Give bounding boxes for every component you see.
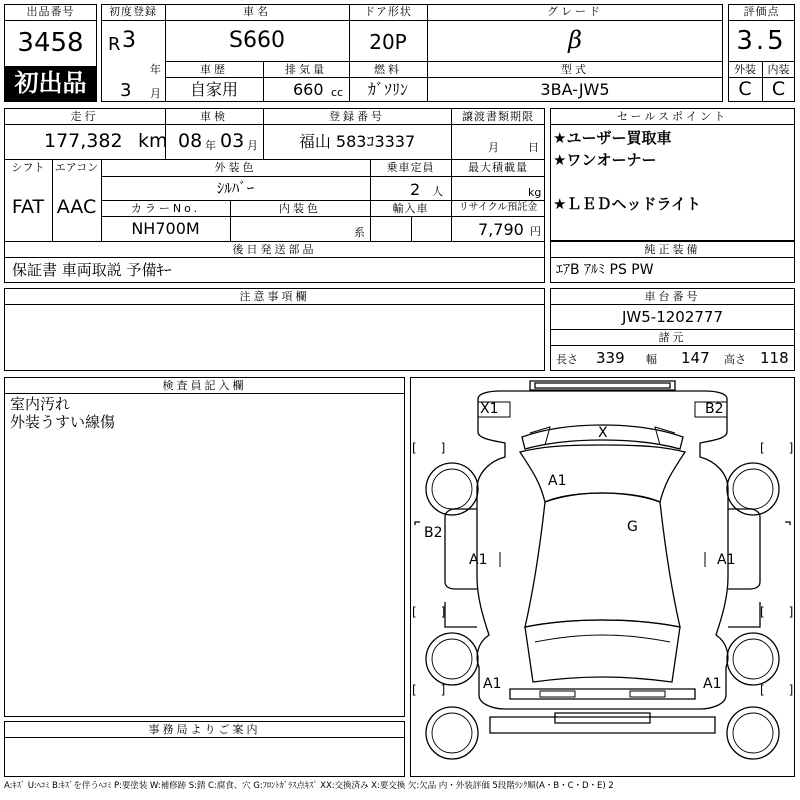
inspection-month: 03 [220, 130, 245, 152]
length-label: 長さ [556, 353, 578, 366]
equipment-list: ｴｱB ｱﾙﾐ PS PW [556, 262, 654, 278]
shift-type: FAT [11, 196, 45, 218]
model-code-label: 型式 [561, 63, 589, 76]
bracket-left-top: [ ] [412, 441, 446, 455]
office-info-label: 事務局よりご案内 [148, 723, 261, 736]
bracket-left-mid: [ ] [412, 605, 446, 619]
bracket-right-top: [ ] [760, 441, 794, 455]
history-label: 車歴 [200, 63, 228, 76]
first-registration-label: 初度登録 [109, 5, 157, 18]
payload-label: 最大積載量 [468, 161, 528, 174]
later-parts: 保証書 車両取説 予備ｷｰ [12, 261, 172, 279]
lot-number-label: 出品番号 [26, 5, 75, 18]
inspector-note-1: 室内汚れ [10, 395, 71, 413]
displacement: 660 [293, 80, 324, 99]
damage-legend: A:ｷｽﾞ U:ﾍｺﾐ B:ｷｽﾞを伴うﾍｺﾐ P:要塗装 W:補修跡 S:錆 C:腐食、穴 G:ﾌﾛﾝﾄｶﾞﾗｽ点ｷｽﾞ XX:交換済み X:要交換 欠:欠品 内・外装評価 5段階ﾗﾝｸ順(A・B・C・D・E) 2 [4, 781, 614, 791]
exterior-color-label: 外装色 [214, 161, 257, 174]
recycle-fee: 7,790 [478, 220, 524, 239]
score-label: 評価点 [743, 5, 780, 18]
sales-point-1: ★ユーザー買取車 [553, 129, 672, 147]
fuel-label: 燃料 [374, 63, 402, 76]
registration-year: 3 [122, 28, 136, 53]
inspector-notes-label: 検査員記入欄 [162, 379, 247, 392]
equipment-label: 純正装備 [644, 243, 701, 256]
sales-points-label: セールスポイント [616, 110, 728, 123]
month-unit: 月 [150, 87, 161, 100]
bracket-right-bottom: [ ] [760, 683, 794, 697]
height-label: 高さ [724, 353, 746, 366]
height-value: 118 [760, 349, 789, 367]
mark-rear-left: A1 [483, 676, 502, 692]
chassis-number-label: 車台番号 [644, 290, 701, 303]
recycle-label: リサイクル預託金 [458, 202, 538, 213]
length-value: 339 [596, 349, 625, 367]
exterior-label: 外装 [734, 63, 756, 76]
interior-color-label: 内装色 [279, 202, 321, 215]
transfer-day-unit: 日 [528, 141, 539, 154]
later-parts-label: 後日発送部品 [232, 243, 317, 256]
mark-hood: A1 [548, 473, 567, 489]
width-value: 147 [681, 349, 710, 367]
sales-point-4: ★ＬＥＤヘッドライト [553, 195, 701, 213]
year-unit: 年 [150, 63, 161, 76]
interior-grade: C [771, 78, 786, 100]
registration-month: 3 [120, 80, 132, 101]
sales-point-2: ★ワンオーナー [553, 151, 657, 169]
mileage: 177,382 [44, 130, 123, 152]
vehicle-history: 自家用 [189, 80, 238, 99]
car-name: S660 [229, 28, 285, 53]
mark-rear-right: A1 [703, 676, 722, 692]
bracket-left-bottom: [ ] [412, 683, 446, 697]
seats: 2 [410, 180, 421, 199]
inspection-month-unit: 月 [247, 139, 258, 152]
dimensions-label: 諸元 [658, 331, 687, 344]
lot-number: 3458 [17, 28, 84, 58]
displacement-label: 排気量 [285, 63, 327, 76]
air-conditioner-label: エアコン [54, 161, 99, 174]
seats-unit: 人 [432, 185, 443, 198]
recycle-unit: 円 [530, 225, 541, 238]
door-type: 20P [369, 30, 407, 54]
first-listing-text: 初出品 [14, 69, 87, 97]
mark-left-door: A1 [469, 552, 488, 568]
caution-label: 注意事項欄 [239, 290, 310, 303]
inspection-year: 08 [178, 130, 203, 152]
bracket-right-mid: [ ] [760, 605, 794, 619]
exterior-grade: C [738, 78, 752, 100]
transfer-deadline-label: 譲渡書類期限 [462, 110, 534, 123]
mileage-unit: km [138, 130, 168, 152]
registration-number: 福山 583ｺ3337 [298, 132, 416, 151]
car-name-label: 車名 [243, 5, 271, 18]
payload-unit: kg [528, 186, 542, 199]
grade-label: グレード [547, 5, 603, 18]
mark-front-right: B2 [705, 401, 724, 417]
score-value: 3.5 [736, 26, 787, 56]
exterior-color: ｼﾙﾊﾞｰ [216, 179, 255, 197]
inspection-label: 車検 [200, 110, 228, 123]
mark-right-door: A1 [717, 552, 736, 568]
sales-points-box [550, 108, 795, 241]
seats-label: 乗車定員 [386, 161, 435, 174]
inspection-year-unit: 年 [205, 139, 216, 152]
era-letter: R [108, 34, 121, 55]
inspector-note-2: 外装うすい線傷 [10, 413, 116, 431]
color-number: NH700M [131, 219, 200, 238]
grade: β [568, 26, 582, 54]
color-number-label: カラーNo. [130, 202, 201, 215]
mark-roof: G [627, 519, 638, 535]
displacement-unit: cc [331, 86, 344, 99]
width-label: 幅 [646, 353, 657, 366]
mark-windshield: X [598, 425, 608, 441]
mark-front-left: X1 [480, 401, 499, 417]
model-code: 3BA-JW5 [540, 80, 610, 99]
registration-number-label: 登録番号 [329, 110, 385, 123]
shift-label: シフト [11, 161, 45, 174]
fuel-type: ｶﾞｿﾘﾝ [367, 80, 408, 99]
transfer-month-unit: 月 [488, 141, 499, 154]
mileage-label: 走行 [70, 110, 99, 123]
import-label: 輸入車 [392, 202, 429, 215]
interior-label: 内装 [767, 63, 790, 76]
interior-color-unit: 系 [354, 226, 365, 239]
door-label: ドア形状 [364, 5, 412, 18]
mark-left-fender: B2 [424, 525, 443, 541]
air-conditioner: AAC [56, 196, 97, 218]
chassis-number: JW5-1202777 [621, 308, 723, 326]
